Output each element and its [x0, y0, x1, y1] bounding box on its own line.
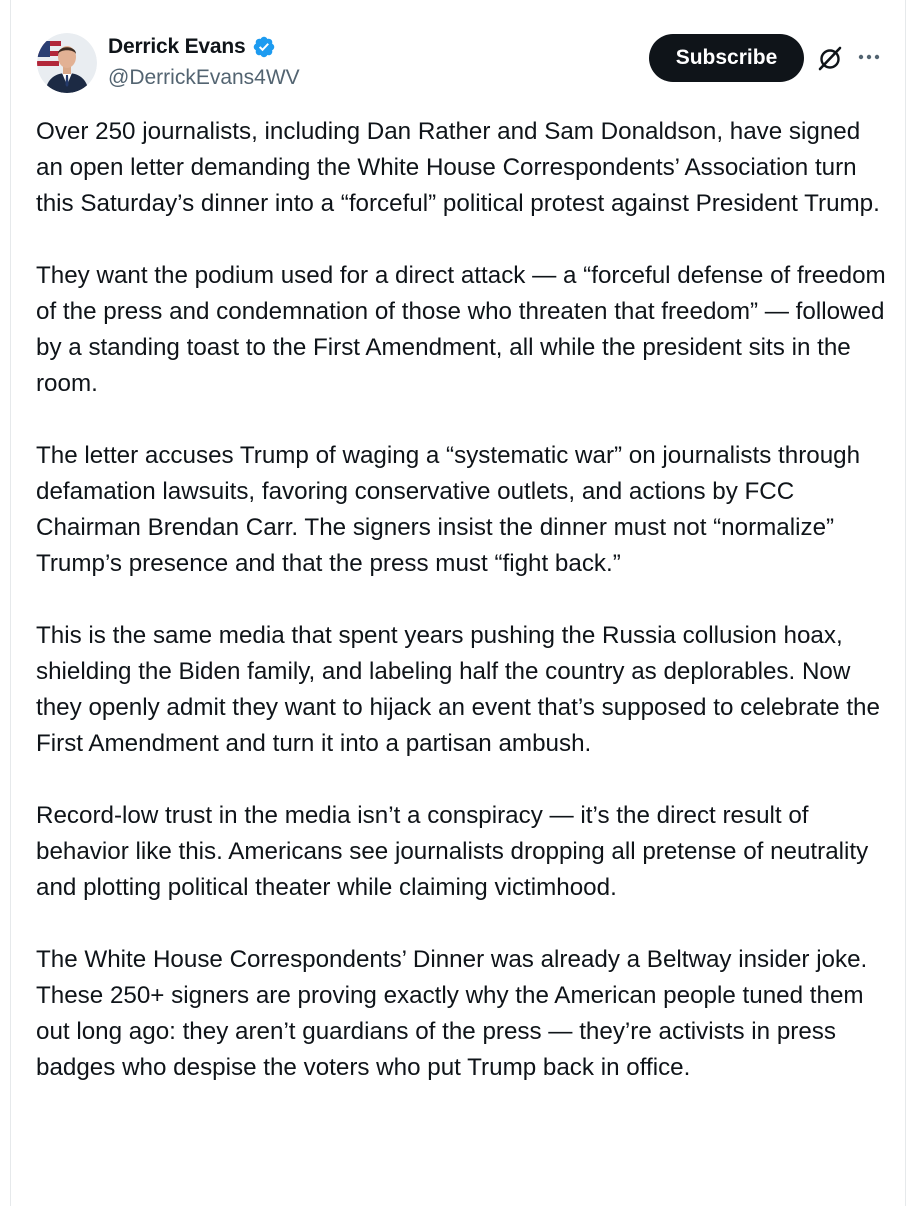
post-text [36, 114, 886, 1086]
post-card [10, 0, 906, 1206]
grok-icon[interactable] [816, 44, 844, 72]
post-paragraph: The White House Correspondents’ Dinner was already a Beltway insider joke. These 250+ signers are proving exactly why the American people tuned them out long ago: they aren’t guardians of the press — they’re activists in press badges who despise the voters who put Trump back in office. [36, 946, 868, 1081]
author-name-row[interactable] [108, 35, 276, 59]
post-paragraph: Over 250 journalists, including Dan Rather and Sam Donaldson, have signed an open letter demanding the White House Correspondents’ Association turn this Saturday’s dinner into a “forceful” political protest against President Trump. [36, 118, 880, 217]
subscribe-button[interactable]: Subscribe [649, 34, 804, 82]
more-options-icon[interactable] [857, 46, 881, 68]
post-paragraph: Record-low trust in the media isn’t a conspiracy — it’s the direct result of behavior like this. Americans see journalists dropping all pretense of neutrality and plotting political theater while claiming victimhood. [36, 802, 869, 901]
author-name[interactable]: Derrick Evans [108, 35, 246, 58]
avatar[interactable] [37, 33, 97, 93]
author-handle[interactable]: @DerrickEvans4WV [108, 66, 300, 89]
post-paragraph: This is the same media that spent years pushing the Russia collusion hoax, shielding the Biden family, and labeling half the country as deplorables. Now they openly admit they want to hijack an event that’s supposed to celebrate the First Amendment and turn it into a partisan ambush. [36, 622, 880, 757]
verified-badge-icon [252, 35, 276, 59]
post-paragraph: They want the podium used for a direct attack — a “forceful defense of freedom of the press and condemnation of those who threaten that freedom” — followed by a standing toast to the First Amendment, all while the president sits in the room. [36, 262, 886, 397]
post-paragraph: The letter accuses Trump of waging a “systematic war” on journalists through defamation lawsuits, favoring conservative outlets, and actions by FCC Chairman Brendan Carr. The signers insist the dinner must not “normalize” Trump’s presence and that the press must “fight back.” [36, 442, 861, 577]
avatar-image [37, 33, 97, 93]
